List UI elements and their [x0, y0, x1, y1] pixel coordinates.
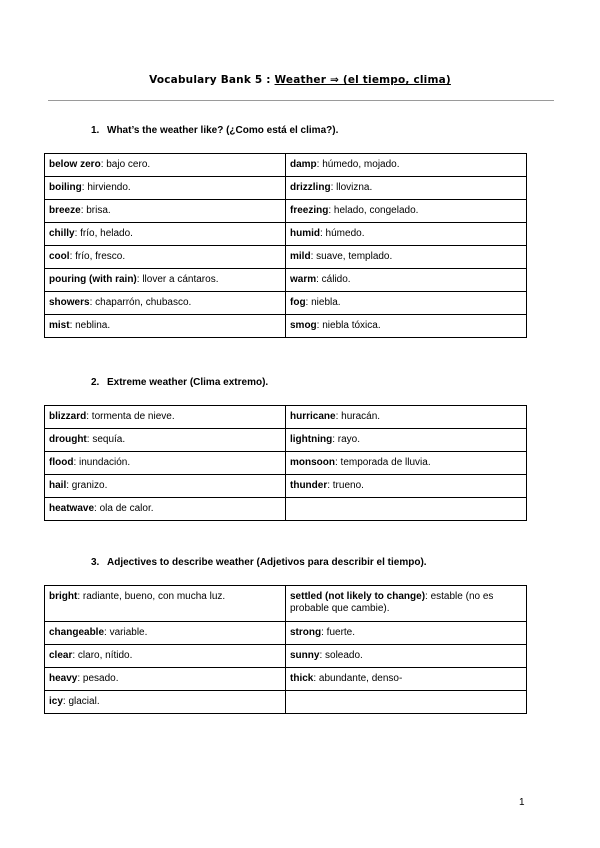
- vocab-cell: [286, 668, 527, 691]
- section-number: 2.: [91, 377, 100, 388]
- vocab-cell: [45, 691, 286, 714]
- vocab-cell: [286, 622, 527, 645]
- vocab-word: heavy: [49, 673, 78, 684]
- vocab-definition: : niebla tóxica.: [316, 320, 381, 331]
- title-topic: Weather ⇒ (el tiempo, clima): [274, 74, 451, 86]
- section-3-heading: [91, 557, 427, 568]
- title-divider: [48, 100, 554, 101]
- vocab-word: clear: [49, 650, 73, 661]
- vocab-definition: : cálido.: [316, 274, 351, 285]
- vocab-definition: : hirviendo.: [81, 182, 131, 193]
- vocab-word: icy: [49, 696, 63, 707]
- vocab-definition: : radiante, bueno, con mucha luz.: [77, 591, 226, 602]
- vocab-cell: [286, 223, 527, 246]
- table-row: [45, 691, 527, 714]
- vocab-word: settled (not likely to change): [290, 591, 426, 602]
- table-row: [45, 498, 527, 521]
- vocab-word: lightning: [290, 434, 333, 445]
- vocab-cell: [286, 315, 527, 338]
- table-row: [45, 177, 527, 200]
- table-row: [45, 475, 527, 498]
- vocab-word: showers: [49, 297, 90, 308]
- table-row: [45, 429, 527, 452]
- table-row: [45, 452, 527, 475]
- vocab-cell: [286, 246, 527, 269]
- vocab-definition: : claro, nítido.: [72, 650, 133, 661]
- table-row: [45, 246, 527, 269]
- table-row: [45, 200, 527, 223]
- vocab-word: smog: [290, 320, 317, 331]
- vocab-cell: [45, 223, 286, 246]
- vocab-definition: : temporada de lluvia.: [335, 457, 431, 468]
- vocab-definition: : llovizna.: [330, 182, 373, 193]
- vocab-word: hail: [49, 480, 67, 491]
- section-number: 3.: [91, 557, 100, 568]
- vocab-word: bright: [49, 591, 78, 602]
- vocab-definition: : niebla.: [305, 297, 341, 308]
- section-title: Adjectives to describe weather (Adjetivos para describir el tiempo).: [107, 557, 427, 568]
- vocab-word: chilly: [49, 228, 75, 239]
- vocab-definition: : bajo cero.: [100, 159, 151, 170]
- table-row: [45, 645, 527, 668]
- vocab-word: sunny: [290, 650, 320, 661]
- vocab-cell: [45, 668, 286, 691]
- section-3-table: [44, 585, 527, 714]
- vocab-cell: [45, 498, 286, 521]
- title-prefix: Vocabulary Bank 5 :: [149, 74, 275, 86]
- vocab-cell: [45, 154, 286, 177]
- vocab-word: boiling: [49, 182, 82, 193]
- vocab-definition: : tormenta de nieve.: [86, 411, 175, 422]
- page-number: 1: [519, 797, 525, 808]
- vocab-definition: : soleado.: [319, 650, 363, 661]
- vocab-definition: : huracán.: [335, 411, 381, 422]
- vocab-word: damp: [290, 159, 317, 170]
- vocab-word: pouring (with rain): [49, 274, 137, 285]
- vocab-word: blizzard: [49, 411, 87, 422]
- vocab-word: mild: [290, 251, 311, 262]
- table-row: [45, 292, 527, 315]
- vocab-cell: [45, 622, 286, 645]
- vocab-cell: [45, 315, 286, 338]
- vocab-cell: [286, 269, 527, 292]
- section-1-heading: [91, 125, 338, 136]
- vocab-definition: : frío, fresco.: [69, 251, 126, 262]
- section-title: Extreme weather (Clima extremo).: [107, 377, 269, 388]
- vocab-definition: : húmedo, mojado.: [316, 159, 400, 170]
- table-row: [45, 406, 527, 429]
- vocab-cell: [45, 200, 286, 223]
- vocab-definition: : brisa.: [80, 205, 111, 216]
- table-row: [45, 586, 527, 622]
- table-row: [45, 668, 527, 691]
- vocab-word: cool: [49, 251, 70, 262]
- vocab-definition: : estable (no es probable que cambie).: [290, 591, 494, 614]
- vocab-cell: [45, 406, 286, 429]
- vocab-word: thunder: [290, 480, 328, 491]
- vocab-definition: : neblina.: [69, 320, 111, 331]
- vocab-definition: : pesado.: [77, 673, 119, 684]
- vocab-word: heatwave: [49, 503, 95, 514]
- vocab-definition: : húmedo.: [320, 228, 365, 239]
- table-row: [45, 154, 527, 177]
- section-number: 1.: [91, 125, 100, 136]
- vocab-definition: : inundación.: [73, 457, 131, 468]
- vocab-definition: : trueno.: [327, 480, 364, 491]
- vocab-definition: : ola de calor.: [94, 503, 154, 514]
- table-row: [45, 223, 527, 246]
- section-2-table: [44, 405, 527, 521]
- vocab-cell: [45, 292, 286, 315]
- table-row: [45, 622, 527, 645]
- section-title: What’s the weather like? (¿Como está el clima?).: [107, 125, 339, 136]
- vocab-definition: : sequía.: [86, 434, 126, 445]
- vocab-word: monsoon: [290, 457, 335, 468]
- vocab-cell: [286, 586, 527, 622]
- vocab-definition: : suave, templado.: [310, 251, 393, 262]
- vocab-word: freezing: [290, 205, 329, 216]
- vocab-definition: : abundante, denso-: [313, 673, 403, 684]
- section-1-table: [44, 153, 527, 338]
- vocab-word: changeable: [49, 627, 105, 638]
- vocab-cell: [286, 475, 527, 498]
- vocab-word: thick: [290, 673, 314, 684]
- vocab-cell: [286, 406, 527, 429]
- vocab-word: fog: [290, 297, 306, 308]
- vocab-definition: : granizo.: [66, 480, 108, 491]
- vocab-word: flood: [49, 457, 74, 468]
- vocab-definition: : variable.: [104, 627, 148, 638]
- table-row: [45, 269, 527, 292]
- vocab-cell: [45, 645, 286, 668]
- vocab-word: hurricane: [290, 411, 336, 422]
- vocab-word: drizzling: [290, 182, 331, 193]
- vocab-definition: : glacial.: [62, 696, 100, 707]
- vocab-cell: [45, 452, 286, 475]
- vocab-cell: [286, 429, 527, 452]
- vocab-cell: [45, 586, 286, 622]
- vocab-cell: [45, 475, 286, 498]
- vocab-word: drought: [49, 434, 87, 445]
- vocab-word: strong: [290, 627, 322, 638]
- table-row: [45, 315, 527, 338]
- vocab-definition: : frío, helado.: [74, 228, 133, 239]
- vocab-definition: : fuerte.: [321, 627, 356, 638]
- vocab-cell: [286, 691, 527, 714]
- vocab-definition: : rayo.: [332, 434, 361, 445]
- vocab-word: breeze: [49, 205, 81, 216]
- document-title: [0, 74, 600, 86]
- vocab-cell: [286, 292, 527, 315]
- vocab-word: below zero: [49, 159, 101, 170]
- vocab-cell: [286, 177, 527, 200]
- vocab-cell: [45, 177, 286, 200]
- vocab-word: warm: [290, 274, 317, 285]
- vocab-cell: [45, 246, 286, 269]
- vocab-cell: [286, 645, 527, 668]
- vocab-cell: [286, 154, 527, 177]
- vocab-cell: [286, 452, 527, 475]
- section-2-heading: [91, 377, 268, 388]
- vocab-word: mist: [49, 320, 70, 331]
- vocab-cell: [286, 498, 527, 521]
- vocab-cell: [45, 429, 286, 452]
- vocab-definition: : llover a cántaros.: [136, 274, 219, 285]
- vocab-cell: [286, 200, 527, 223]
- vocab-word: humid: [290, 228, 320, 239]
- vocab-definition: : chaparrón, chubasco.: [89, 297, 192, 308]
- vocab-definition: : helado, congelado.: [328, 205, 419, 216]
- vocab-cell: [45, 269, 286, 292]
